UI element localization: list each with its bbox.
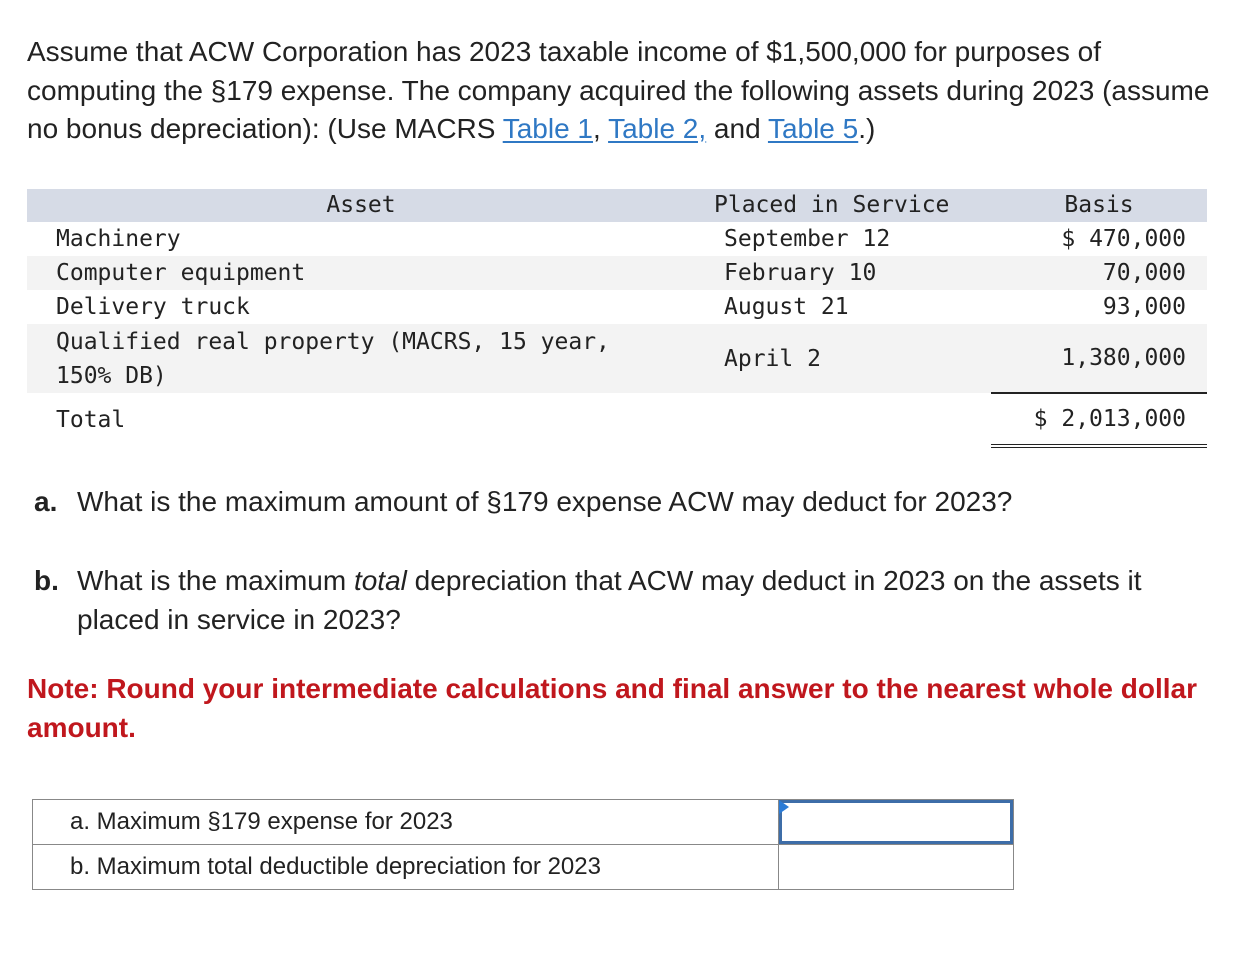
intro-sep-2: and xyxy=(706,113,768,144)
placed-date: February 10 xyxy=(695,256,991,290)
question-a-text: What is the maximum amount of §179 expense ACW may deduct for 2023? xyxy=(77,486,1013,517)
asset-name-line-1: Qualified real property (MACRS, 15 year, xyxy=(56,328,610,355)
basis-value: 93,000 xyxy=(1102,294,1186,320)
basis-value: 70,000 xyxy=(991,256,1207,290)
question-a-label: a. xyxy=(34,486,58,517)
placed-date: April 2 xyxy=(695,324,991,393)
answer-a-label: a. Maximum §179 expense for 2023 xyxy=(33,800,779,845)
header-placed-in-service: Placed in Service xyxy=(695,189,991,222)
total-row xyxy=(27,393,1207,446)
asset-name xyxy=(27,324,695,393)
table-5-link[interactable]: Table 5 xyxy=(767,113,859,144)
answer-b-cell xyxy=(779,845,1014,890)
answer-table xyxy=(32,799,1014,890)
asset-table-header-row xyxy=(27,189,1207,222)
question-b-text xyxy=(77,562,1197,639)
basis-value: $ 470,000 xyxy=(1061,226,1186,252)
question-b xyxy=(34,562,1197,639)
rounding-note: Note: Round your intermediate calculations and final answer to the nearest whole dollar amount. xyxy=(27,673,1197,743)
intro-sep-1: , xyxy=(593,113,609,144)
asset-name: Computer equipment xyxy=(27,256,695,290)
asset-name-line-2: 150% DB) xyxy=(56,362,167,389)
answer-a-input[interactable] xyxy=(779,800,1013,844)
placed-date: August 21 xyxy=(724,294,849,320)
table-row xyxy=(27,256,1207,290)
total-label: Total xyxy=(56,406,126,433)
answer-b-label: b. Maximum total deductible depreciation for 2023 xyxy=(33,845,779,890)
table-2-link[interactable]: Table 2, xyxy=(608,113,707,144)
question-b-text-pre: What is the maximum xyxy=(77,565,354,596)
total-basis: $ 2,013,000 xyxy=(991,393,1207,446)
problem-intro xyxy=(27,33,1237,149)
table-row xyxy=(27,290,1207,324)
asset-name: Delivery truck xyxy=(56,294,250,320)
header-basis: Basis xyxy=(991,189,1207,222)
answer-row-a xyxy=(33,800,1014,845)
intro-end: .) xyxy=(858,113,876,144)
answer-b-input[interactable] xyxy=(779,845,1013,889)
total-empty-cell xyxy=(695,393,991,446)
asset-name: Machinery xyxy=(56,226,181,252)
answer-row-b xyxy=(33,845,1014,890)
placed-date: September 12 xyxy=(724,226,891,252)
table-row xyxy=(27,222,1207,256)
intro-text: Assume that ACW Corporation has 2023 taxable income of $1,500,000 for purposes of computing the §179 expense. The company acquired the following assets during 2023 (assume no bonus depreciation): (Use MACRS xyxy=(27,36,1210,144)
header-asset: Asset xyxy=(27,189,695,222)
active-cell-marker-icon xyxy=(779,800,789,814)
asset-table xyxy=(27,189,1207,448)
answer-a-cell xyxy=(779,800,1014,845)
table-row xyxy=(27,324,1207,393)
question-a xyxy=(34,483,1012,522)
question-b-text-emphasis: total xyxy=(353,565,407,596)
question-b-label: b. xyxy=(34,565,59,596)
basis-value: 1,380,000 xyxy=(991,324,1207,393)
question-b-text-post: depreciation that ACW may deduct in 2023 on the assets it placed in service in 2023? xyxy=(77,565,1142,635)
table-1-link[interactable]: Table 1 xyxy=(502,113,594,144)
